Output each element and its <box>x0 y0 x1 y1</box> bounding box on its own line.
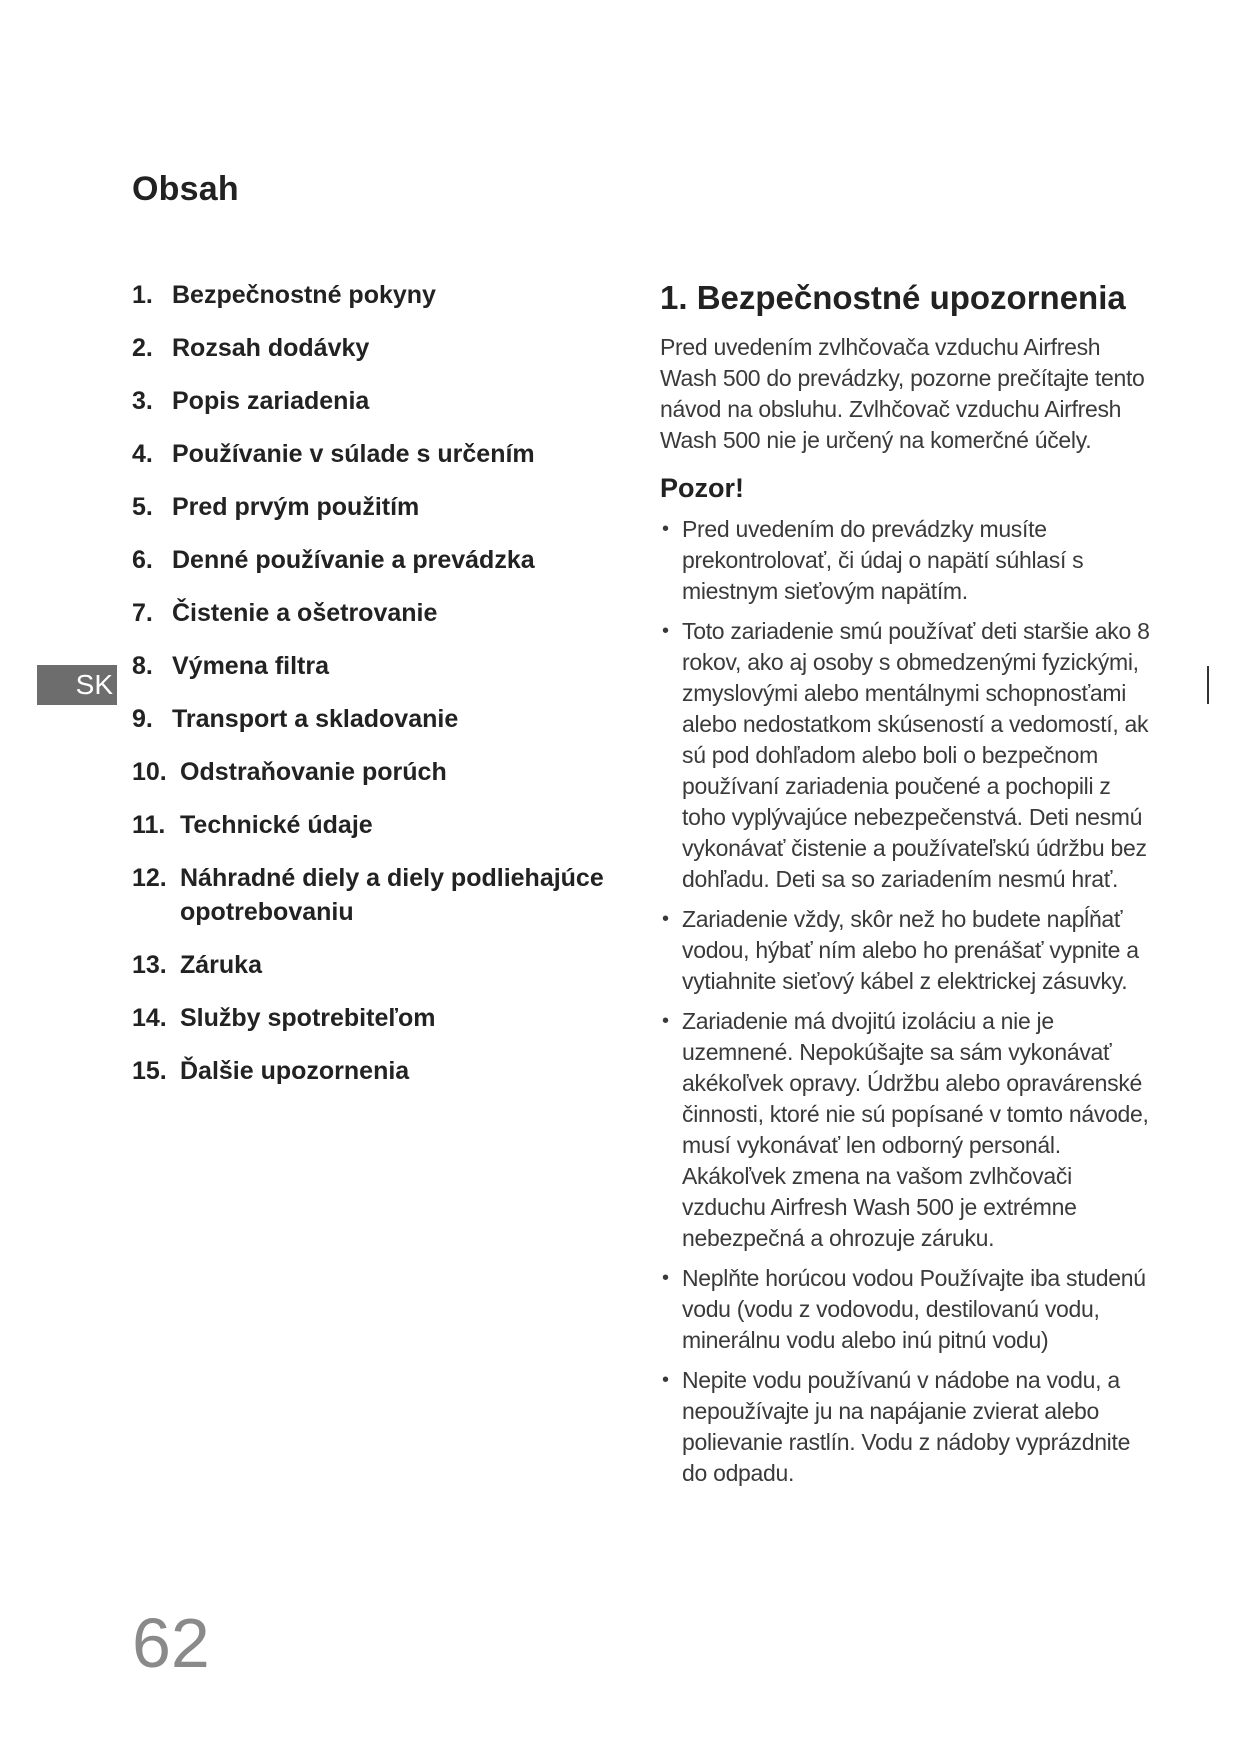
toc-label: Bezpečnostné pokyny <box>172 281 436 309</box>
toc-item-15[interactable] <box>132 1054 632 1088</box>
bullet-icon: • <box>662 620 669 642</box>
toc-number: 6. <box>132 546 153 574</box>
toc-label: Odstraňovanie porúch <box>180 758 447 786</box>
toc-item-4[interactable] <box>132 437 632 471</box>
toc-number: 7. <box>132 599 153 627</box>
toc-number: 12. <box>132 864 167 892</box>
toc-item-2[interactable] <box>132 331 632 365</box>
toc-number: 9. <box>132 705 153 733</box>
list-item-text: Nepite vodu používanú v nádobe na vodu, a nepoužívajte ju na napájanie zvierat alebo polievanie rastlín. Vodu z nádoby vyprázdnite do odpadu. <box>682 1367 1131 1486</box>
section-title: 1. Bezpečnostné upozornenia <box>660 279 1126 316</box>
toc-label: Výmena filtra <box>172 652 330 680</box>
list-item <box>660 514 1160 607</box>
toc-item-1[interactable] <box>132 278 632 312</box>
toc-item-13[interactable] <box>132 948 632 982</box>
toc-item-14[interactable] <box>132 1001 632 1035</box>
list-item <box>660 1263 1160 1356</box>
section-intro: Pred uvedením zvlhčovača vzduchu Airfresh Wash 500 do prevádzky, pozorne prečítajte tento návod na obsluhu. Zvlhčovač vzduchu Airfresh Wash 500 nie je určený na komerčné účely. <box>660 334 1145 453</box>
toc-label: Rozsah dodávky <box>172 334 370 362</box>
list-item-text: Zariadenie vždy, skôr než ho budete napĺňať vodou, hýbať ním alebo ho prenášať vypnite a vytiahnite sieťový kábel z elektrickej zásuvky. <box>682 906 1139 994</box>
list-item-text: Neplňte horúcou vodou Používajte iba studenú vodu (vodu z vodovodu, destilovanú vodu, minerálnu vodu alebo inú pitnú vodu) <box>682 1265 1146 1353</box>
toc-number: 3. <box>132 387 153 415</box>
table-of-contents <box>132 278 632 1107</box>
toc-label: Pred prvým použitím <box>172 493 420 521</box>
toc-label: Denné používanie a prevádzka <box>172 546 535 574</box>
bullet-icon: • <box>662 908 669 930</box>
toc-item-8[interactable] <box>132 649 632 683</box>
bullet-icon: • <box>662 1369 669 1391</box>
toc-item-11[interactable] <box>132 808 632 842</box>
toc-label: Používanie v súlade s určením <box>172 440 535 468</box>
toc-number: 5. <box>132 493 153 521</box>
edge-marker <box>1207 666 1209 704</box>
toc-item-5[interactable] <box>132 490 632 524</box>
toc-label: Transport a skladovanie <box>172 705 459 733</box>
toc-label: Služby spotrebiteľom <box>180 1004 436 1032</box>
toc-label: Popis zariadenia <box>172 387 370 415</box>
toc-label: Záruka <box>180 951 262 979</box>
list-item <box>660 1006 1160 1254</box>
toc-item-12[interactable] <box>132 861 632 929</box>
page-title: Obsah <box>132 170 239 208</box>
list-item-text: Toto zariadenie smú používať deti staršie ako 8 rokov, ako aj osoby s obmedzenými fyzickými, zmyslovými alebo mentálnymi schopnosťami alebo nedostatkom skúseností a vedomostí, ak sú pod dohľadom alebo boli o bezpečnom používaní zariadenia poučené a pochopili z toho vyplývajúce nebezpečenstvá. Deti nesmú vykonávať čistenie a používateľskú údržbu bez dohľadu. Deti sa so zariadením nesmú hrať. <box>682 618 1150 892</box>
toc-label: Technické údaje <box>180 811 373 839</box>
toc-number: 1. <box>132 281 153 309</box>
toc-number: 2. <box>132 334 153 362</box>
bullet-icon: • <box>662 518 669 540</box>
toc-label: Čistenie a ošetrovanie <box>172 599 438 627</box>
bullet-icon: • <box>662 1267 669 1289</box>
toc-item-9[interactable] <box>132 702 632 736</box>
toc-number: 8. <box>132 652 153 680</box>
list-item-text: Pred uvedením do prevádzky musíte prekontrolovať, či údaj o napätí súhlasí s miestnym sieťovým napätím. <box>682 516 1084 604</box>
toc-item-7[interactable] <box>132 596 632 630</box>
page-number: 62 <box>132 1604 210 1682</box>
list-item <box>660 616 1160 895</box>
toc-number: 13. <box>132 951 167 979</box>
toc-number: 14. <box>132 1004 167 1032</box>
language-tab: SK <box>37 665 117 705</box>
toc-number: 10. <box>132 758 167 786</box>
safety-section <box>660 272 1160 1498</box>
list-item <box>660 1365 1160 1489</box>
warning-heading: Pozor! <box>660 473 744 503</box>
toc-label: Náhradné diely a diely podliehajúce opotrebovaniu <box>180 864 604 926</box>
toc-number: 15. <box>132 1057 167 1085</box>
toc-item-6[interactable] <box>132 543 632 577</box>
toc-number: 11. <box>132 811 166 839</box>
warning-list <box>660 514 1160 1489</box>
toc-label: Ďalšie upozornenia <box>180 1057 410 1085</box>
bullet-icon: • <box>662 1010 669 1032</box>
toc-item-3[interactable] <box>132 384 632 418</box>
list-item <box>660 904 1160 997</box>
list-item-text: Zariadenie má dvojitú izoláciu a nie je uzemnené. Nepokúšajte sa sám vykonávať akékoľvek opravy. Údržbu alebo opravárenské činnosti, ktoré nie sú popísané v tomto návode, musí vykonávať len odborný personál. Akákoľvek zmena na vašom zvlhčovači vzduchu Airfresh Wash 500 je extrémne nebezpečná a ohrozuje záruku. <box>682 1008 1149 1251</box>
toc-number: 4. <box>132 440 153 468</box>
toc-item-10[interactable] <box>132 755 632 789</box>
